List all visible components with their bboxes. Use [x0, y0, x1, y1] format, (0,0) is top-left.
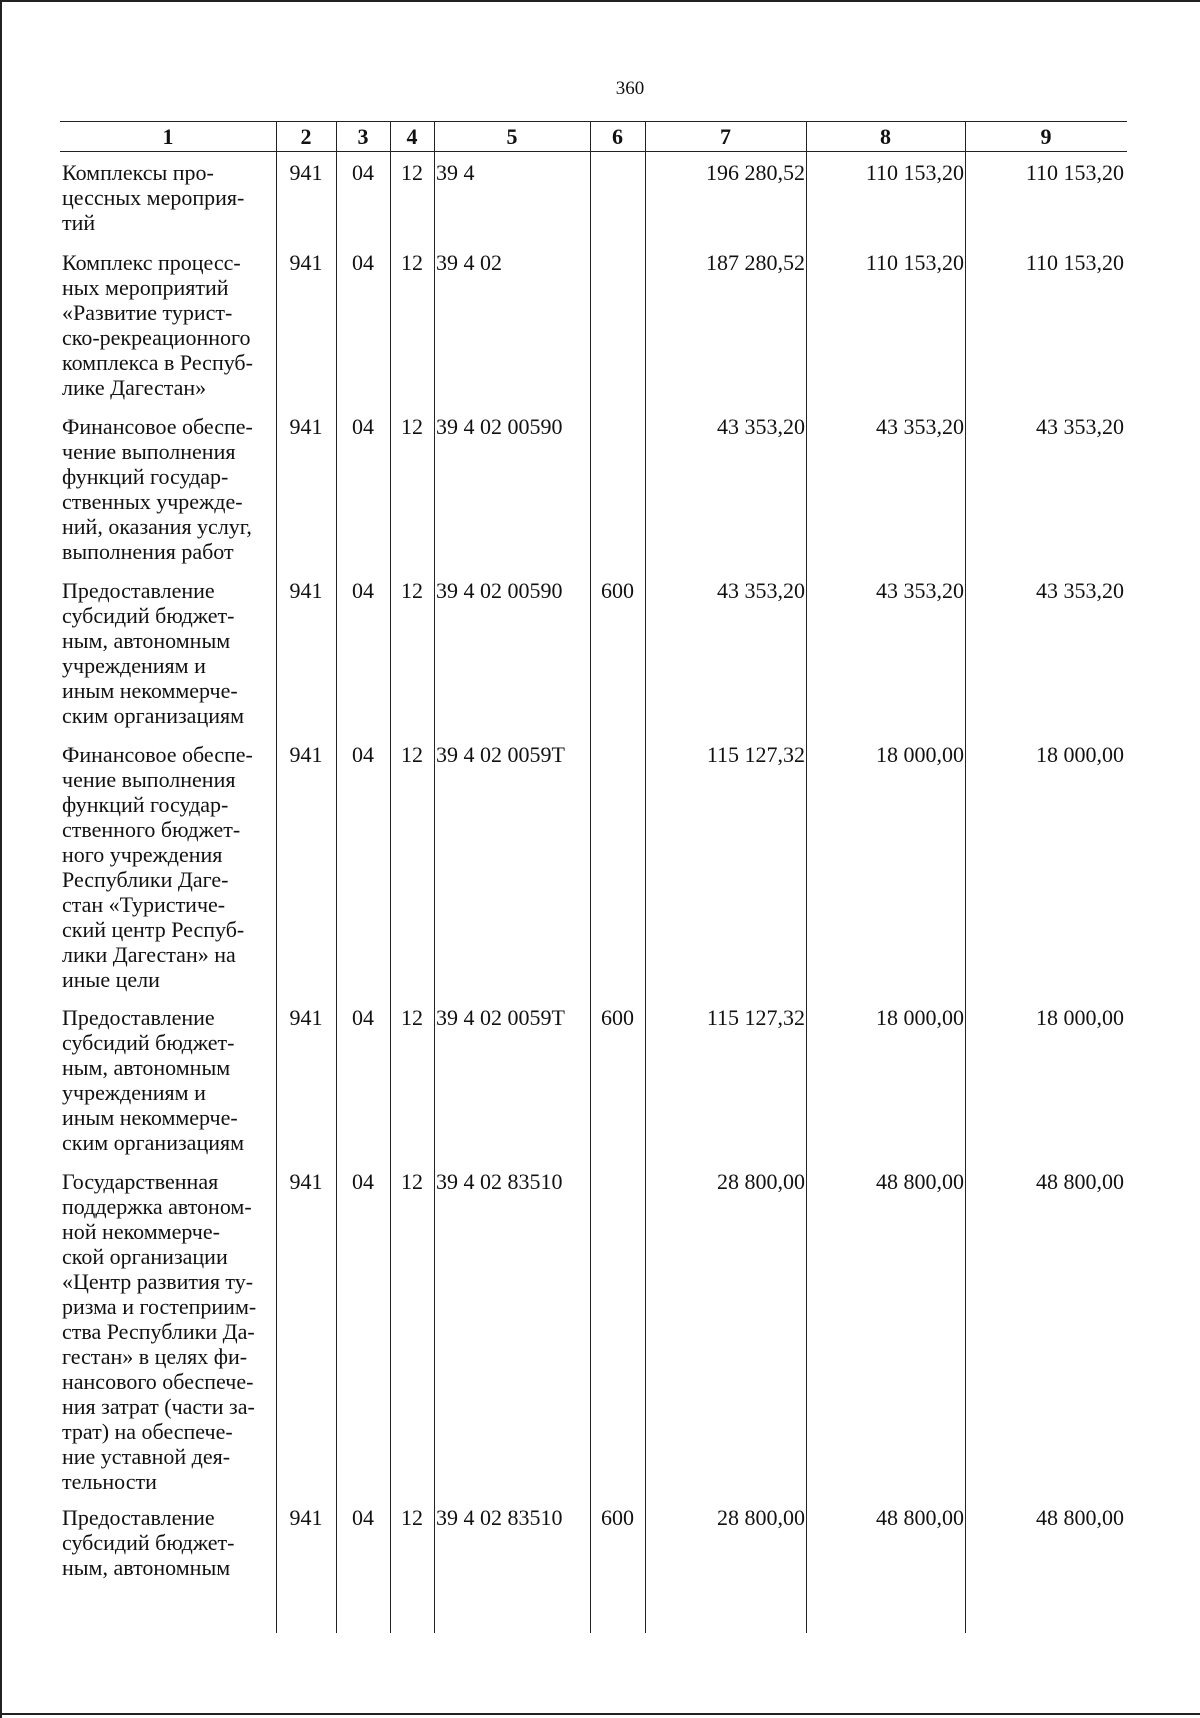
row-description: Предоставление субсидий бюджет- ным, автономным	[62, 1505, 235, 1580]
cell-amount-9: 18 000,00	[1036, 742, 1124, 767]
cell-code-4: 12	[401, 1005, 423, 1030]
cell-code-3: 04	[352, 414, 374, 439]
header-cell: 9	[1040, 124, 1052, 149]
cell-code-5: 39 4 02 0059Т	[436, 1005, 565, 1030]
cell-code-5: 39 4 02 0059Т	[436, 742, 565, 767]
cell-amount-7: 187 280,52	[706, 250, 805, 275]
cell-amount-8: 48 800,00	[876, 1169, 964, 1194]
cell-amount-7: 43 353,20	[717, 414, 805, 439]
cell-code-2: 941	[289, 578, 323, 603]
column-rule	[390, 121, 391, 1633]
cell-amount-8: 110 153,20	[865, 160, 964, 185]
header-cell: 7	[720, 124, 731, 149]
header-cell: 4	[406, 124, 418, 149]
cell-amount-9: 43 353,20	[1036, 578, 1124, 603]
cell-code-5: 39 4 02	[436, 250, 502, 275]
cell-code-3: 04	[352, 160, 374, 185]
cell-code-4: 12	[401, 742, 423, 767]
row-description: Государственная поддержка автоном- ной некоммерче- ской организации «Центр развития ту- ризма и гостеприим- ства Республики Да- гестан» в целях фи- нансового обеспече- ния затрат (части за- трат) на обеспече- ние уставной дея- тельности	[62, 1169, 257, 1494]
cell-amount-7: 28 800,00	[717, 1505, 805, 1530]
cell-code-2: 941	[289, 1169, 323, 1194]
header-cell: 1	[162, 124, 174, 149]
header-cell: 3	[357, 124, 369, 149]
cell-code-4: 12	[401, 414, 423, 439]
cell-amount-7: 28 800,00	[717, 1169, 805, 1194]
cell-code-4: 12	[401, 578, 423, 603]
cell-code-2: 941	[289, 1505, 323, 1530]
cell-code-3: 04	[352, 250, 374, 275]
header-bottom-rule	[60, 151, 1127, 152]
cell-amount-9: 18 000,00	[1036, 1005, 1124, 1030]
cell-code-3: 04	[352, 578, 374, 603]
cell-code-6: 600	[601, 1005, 634, 1030]
cell-amount-7: 115 127,32	[706, 742, 805, 767]
cell-amount-9: 48 800,00	[1036, 1505, 1124, 1530]
table-top-rule	[60, 121, 1127, 122]
cell-code-3: 04	[352, 1005, 374, 1030]
row-description: Комплекс процесс- ных мероприятий «Развитие турист- ско-рекреационного комплекса в Респуб- лике Дагестан»	[62, 250, 253, 400]
row-description: Предоставление субсидий бюджет- ным, автономным учреждениям и иным некоммерче- ским организациям	[62, 578, 245, 728]
header-cell: 2	[300, 124, 312, 149]
column-rule	[336, 121, 337, 1633]
cell-code-5: 39 4 02 00590	[436, 414, 563, 439]
cell-code-4: 12	[401, 160, 423, 185]
cell-amount-7: 196 280,52	[706, 160, 805, 185]
column-rule	[276, 121, 277, 1633]
row-description: Предоставление субсидий бюджет- ным, автономным учреждениям и иным некоммерче- ским организациям	[62, 1005, 245, 1155]
cell-amount-9: 110 153,20	[1025, 250, 1124, 275]
header-cell: 6	[612, 124, 623, 149]
column-rule	[806, 121, 807, 1633]
cell-code-5: 39 4 02 83510	[436, 1169, 563, 1194]
cell-code-2: 941	[289, 250, 323, 275]
cell-amount-8: 110 153,20	[865, 250, 964, 275]
column-rule	[434, 121, 435, 1633]
cell-code-3: 04	[352, 742, 374, 767]
cell-code-4: 12	[401, 250, 423, 275]
scan-border-left	[0, 0, 2, 1718]
cell-code-2: 941	[289, 414, 323, 439]
cell-amount-7: 115 127,32	[706, 1005, 805, 1030]
column-rule	[590, 121, 591, 1633]
row-description: Финансовое обеспе- чение выполнения функций государ- ственного бюджет- ного учреждения Республики Даге- стан «Туристиче- ский центр Респуб- лики Дагестан» на иные цели	[62, 742, 253, 992]
page-number: 360	[615, 78, 645, 99]
cell-amount-9: 48 800,00	[1036, 1169, 1124, 1194]
cell-code-2: 941	[289, 160, 323, 185]
column-rule	[965, 121, 966, 1633]
cell-code-3: 04	[352, 1505, 374, 1530]
cell-code-5: 39 4 02 00590	[436, 578, 563, 603]
column-rule	[645, 121, 646, 1633]
cell-amount-8: 43 353,20	[876, 414, 964, 439]
row-description: Комплексы про- цессных мероприя- тий	[62, 160, 245, 235]
scan-border-top	[0, 0, 1200, 2]
cell-code-6: 600	[601, 1505, 634, 1530]
row-description: Финансовое обеспе- чение выполнения функций государ- ственных учрежде- ний, оказания услуг, выполнения работ	[62, 414, 253, 564]
cell-code-6: 600	[601, 578, 634, 603]
cell-amount-7: 43 353,20	[717, 578, 805, 603]
cell-amount-8: 18 000,00	[876, 742, 964, 767]
cell-amount-9: 43 353,20	[1036, 414, 1124, 439]
header-cell: 5	[506, 124, 518, 149]
cell-code-3: 04	[352, 1169, 374, 1194]
cell-code-5: 39 4	[436, 160, 475, 185]
cell-code-2: 941	[289, 742, 323, 767]
cell-amount-8: 48 800,00	[876, 1505, 964, 1530]
cell-code-5: 39 4 02 83510	[436, 1505, 563, 1530]
cell-code-4: 12	[401, 1505, 423, 1530]
scan-border-bottom	[0, 1713, 1200, 1715]
cell-code-2: 941	[289, 1005, 323, 1030]
cell-amount-8: 18 000,00	[876, 1005, 964, 1030]
cell-amount-9: 110 153,20	[1025, 160, 1124, 185]
cell-code-4: 12	[401, 1169, 423, 1194]
header-cell: 8	[880, 124, 891, 149]
cell-amount-8: 43 353,20	[876, 578, 964, 603]
